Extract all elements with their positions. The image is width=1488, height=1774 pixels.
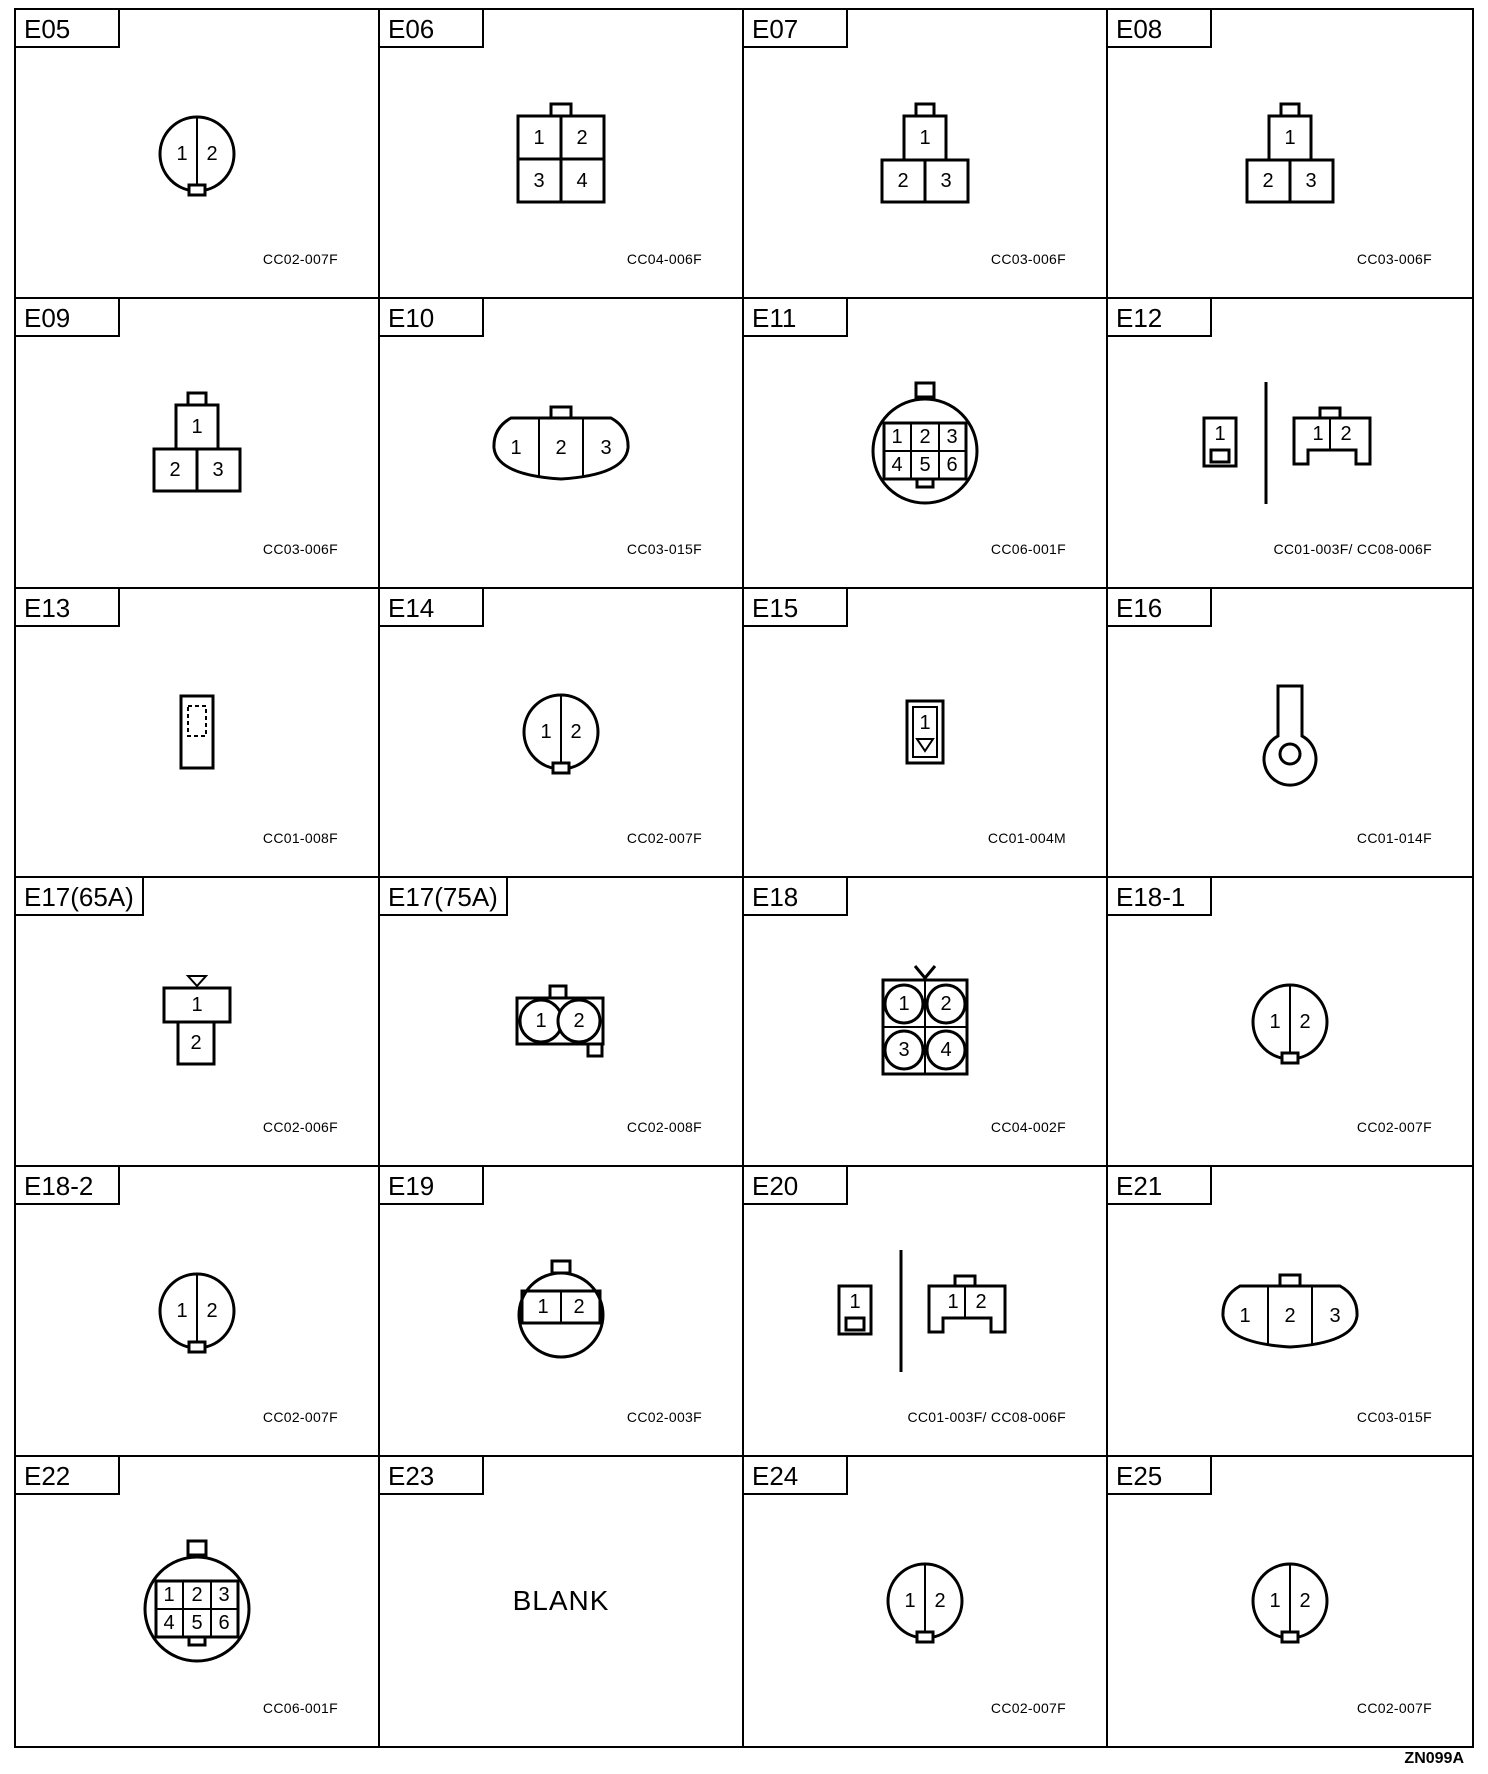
pin-label: 3 [1305, 169, 1317, 192]
pin-label: 2 [1340, 422, 1352, 445]
pin-label: 2 [206, 1299, 218, 1322]
connector-face-diagram [491, 403, 631, 483]
connector-face-diagram [903, 697, 947, 767]
connector-face-diagram [516, 1259, 606, 1363]
connector-cell-e15 [744, 589, 1108, 878]
pin-label: 1 [1269, 1590, 1281, 1613]
connector-part-code: CC02-008F [626, 1119, 702, 1136]
connector-part-code: CC01-008F [262, 830, 338, 846]
connector-id-label: E22 [16, 1457, 120, 1495]
pin-label: 3 [898, 1038, 910, 1061]
pin-label: 1 [537, 1295, 549, 1318]
connector-cell-e22 [16, 1457, 380, 1746]
pin-label: 1 [947, 1290, 959, 1313]
connector-cell-e19 [380, 1167, 744, 1456]
pin-label: 1 [535, 1009, 547, 1032]
connector-id-label: E07 [744, 10, 848, 48]
connector-part-code: CC01-014F [1356, 830, 1432, 846]
connector-id-label: E17(75A) [380, 878, 508, 916]
connector-cell-e17-65a [16, 878, 380, 1167]
connector-part-code: CC01-003F/ CC08-006F [1273, 540, 1432, 557]
connector-part-code: CC02-007F [262, 1408, 338, 1425]
connector-id-label: E16 [1108, 589, 1212, 627]
connector-part-code: CC01-004M [987, 830, 1066, 846]
pin-label: 1 [919, 712, 931, 735]
pin-label: 2 [169, 458, 181, 481]
connector-id-label: E08 [1108, 10, 1212, 48]
pin-label: 2 [1284, 1304, 1296, 1327]
connector-cell-e18-1 [1108, 878, 1472, 1167]
pin-label: 4 [891, 453, 903, 476]
connector-id-label: E18-2 [16, 1167, 120, 1205]
connector-part-code: CC02-007F [1356, 1119, 1432, 1136]
connector-face-diagram [880, 1556, 970, 1646]
connector-id-label: E13 [16, 589, 120, 627]
connector-part-code: CC02-007F [262, 251, 338, 268]
pin-label: 6 [946, 453, 958, 476]
connector-cell-e08 [1108, 10, 1472, 299]
connector-cell-e18-2 [16, 1167, 380, 1456]
connector-part-code: CC03-015F [1356, 1408, 1432, 1425]
connector-face-diagram [1245, 977, 1335, 1067]
connector-face-diagram [516, 687, 606, 777]
pin-label: 1 [510, 436, 522, 459]
connector-grid [14, 8, 1474, 1748]
pin-label: 2 [555, 436, 567, 459]
connector-face-diagram [878, 102, 972, 206]
connector-part-code: CC03-006F [990, 251, 1066, 268]
page-reference: ZN099A [1404, 1750, 1464, 1767]
connector-part-code: CC06-001F [990, 540, 1066, 557]
pin-label: 1 [176, 1299, 188, 1322]
connector-face-diagram [1260, 682, 1320, 782]
pin-label: 1 [1214, 422, 1226, 445]
pin-label: 2 [897, 169, 909, 192]
connector-face-diagram [142, 1539, 252, 1663]
connector-face-diagram [877, 964, 973, 1080]
pin-label: 2 [190, 1031, 202, 1054]
connector-cell-e14 [380, 589, 744, 878]
pin-label: 2 [573, 1295, 585, 1318]
connector-cell-e16 [1108, 589, 1472, 878]
connector-cell-e05 [16, 10, 380, 299]
connector-id-label: E14 [380, 589, 484, 627]
pin-label: 1 [540, 721, 552, 744]
connector-face-diagram [1245, 1556, 1335, 1646]
pin-label: 1 [891, 425, 903, 448]
connector-face-diagram [177, 692, 217, 772]
pin-label: 2 [940, 992, 952, 1015]
connector-id-label: E24 [744, 1457, 848, 1495]
connector-id-label: E05 [16, 10, 120, 48]
connector-id-label: E11 [744, 299, 848, 337]
pin-label: 1 [176, 142, 188, 165]
pin-label: 4 [576, 169, 588, 192]
connector-face-diagram [870, 381, 980, 505]
connector-part-code: CC06-001F [262, 1700, 338, 1716]
pin-label: 2 [570, 721, 582, 744]
pin-label: 3 [946, 425, 958, 448]
connector-part-code: CC03-015F [626, 540, 702, 557]
pin-label: 1 [1312, 422, 1324, 445]
connector-part-code: CC03-006F [262, 540, 338, 557]
connector-id-label: E06 [380, 10, 484, 48]
connector-part-code: CC03-006F [1356, 251, 1432, 268]
pin-label: 5 [191, 1612, 203, 1635]
pin-label: 1 [898, 992, 910, 1015]
pin-label: 2 [191, 1584, 203, 1607]
connector-face-diagram [513, 984, 609, 1060]
connector-id-label: E23 [380, 1457, 484, 1495]
pin-label: 3 [533, 169, 545, 192]
connector-cell-e23 [380, 1457, 744, 1746]
connector-part-code: CC01-003F/ CC08-006F [907, 1408, 1066, 1425]
pin-label: 1 [163, 1584, 175, 1607]
pin-label: 4 [940, 1038, 952, 1061]
connector-face-diagram [835, 1246, 1015, 1376]
connector-id-label: E17(65A) [16, 878, 144, 916]
pin-label: 2 [1299, 1010, 1311, 1033]
connector-cell-e09 [16, 299, 380, 588]
connector-id-label: E25 [1108, 1457, 1212, 1495]
connector-part-code: CC02-003F [626, 1408, 702, 1425]
connector-face-diagram [152, 1266, 242, 1356]
connector-id-label: E18-1 [1108, 878, 1212, 916]
pin-label: 1 [191, 993, 203, 1016]
connector-face-diagram [1200, 378, 1380, 508]
connector-cell-e17-75a [380, 878, 744, 1167]
connector-face-diagram [150, 391, 244, 495]
connector-id-label: E18 [744, 878, 848, 916]
pin-label: 3 [940, 169, 952, 192]
connector-part-code: CC04-006F [626, 251, 702, 268]
connector-cell-e10 [380, 299, 744, 588]
pin-label: 1 [191, 415, 203, 438]
connector-id-label: E21 [1108, 1167, 1212, 1205]
pin-label: 4 [163, 1612, 175, 1635]
pin-label: 2 [919, 425, 931, 448]
pin-label: 1 [533, 126, 545, 149]
blank-text: BLANK [512, 1585, 610, 1617]
connector-cell-e13 [16, 589, 380, 878]
connector-part-code: CC04-002F [990, 1119, 1066, 1136]
pin-label: 3 [218, 1584, 230, 1607]
connector-id-label: E09 [16, 299, 120, 337]
pin-label: 2 [1299, 1590, 1311, 1613]
connector-part-code: CC02-006F [262, 1119, 338, 1136]
pin-label: 2 [1262, 169, 1274, 192]
connector-id-label: E15 [744, 589, 848, 627]
connector-cell-e24 [744, 1457, 1108, 1746]
connector-cell-e21 [1108, 1167, 1472, 1456]
pin-label: 3 [212, 458, 224, 481]
pin-label: 5 [919, 453, 931, 476]
connector-cell-e12 [1108, 299, 1472, 588]
pin-label: 2 [975, 1290, 987, 1313]
connector-part-code: CC02-007F [1356, 1700, 1432, 1716]
pin-label: 1 [1284, 126, 1296, 149]
pin-label: 3 [600, 436, 612, 459]
pin-label: 1 [1269, 1010, 1281, 1033]
pin-label: 2 [576, 126, 588, 149]
pin-label: 1 [1239, 1304, 1251, 1327]
connector-part-code: CC02-007F [990, 1700, 1066, 1716]
connector-id-label: E19 [380, 1167, 484, 1205]
connector-face-diagram [1243, 102, 1337, 206]
connector-id-label: E20 [744, 1167, 848, 1205]
connector-cell-e11 [744, 299, 1108, 588]
pin-label: 1 [919, 126, 931, 149]
connector-id-label: E10 [380, 299, 484, 337]
connector-cell-e07 [744, 10, 1108, 299]
pin-label: 2 [206, 142, 218, 165]
connector-face-diagram [1220, 1271, 1360, 1351]
connector-face-diagram [160, 974, 234, 1070]
pin-label: 3 [1329, 1304, 1341, 1327]
connector-face-diagram [514, 102, 608, 206]
connector-cell-e06 [380, 10, 744, 299]
pin-label: 2 [934, 1590, 946, 1613]
connector-id-label: E12 [1108, 299, 1212, 337]
connector-cell-e20 [744, 1167, 1108, 1456]
pin-label: 1 [849, 1290, 861, 1313]
pin-label: 1 [904, 1590, 916, 1613]
connector-cell-e25 [1108, 1457, 1472, 1746]
pin-label: 6 [218, 1612, 230, 1635]
pin-label: 2 [573, 1009, 585, 1032]
connector-face-diagram [152, 109, 242, 199]
connector-cell-e18 [744, 878, 1108, 1167]
connector-part-code: CC02-007F [626, 830, 702, 846]
